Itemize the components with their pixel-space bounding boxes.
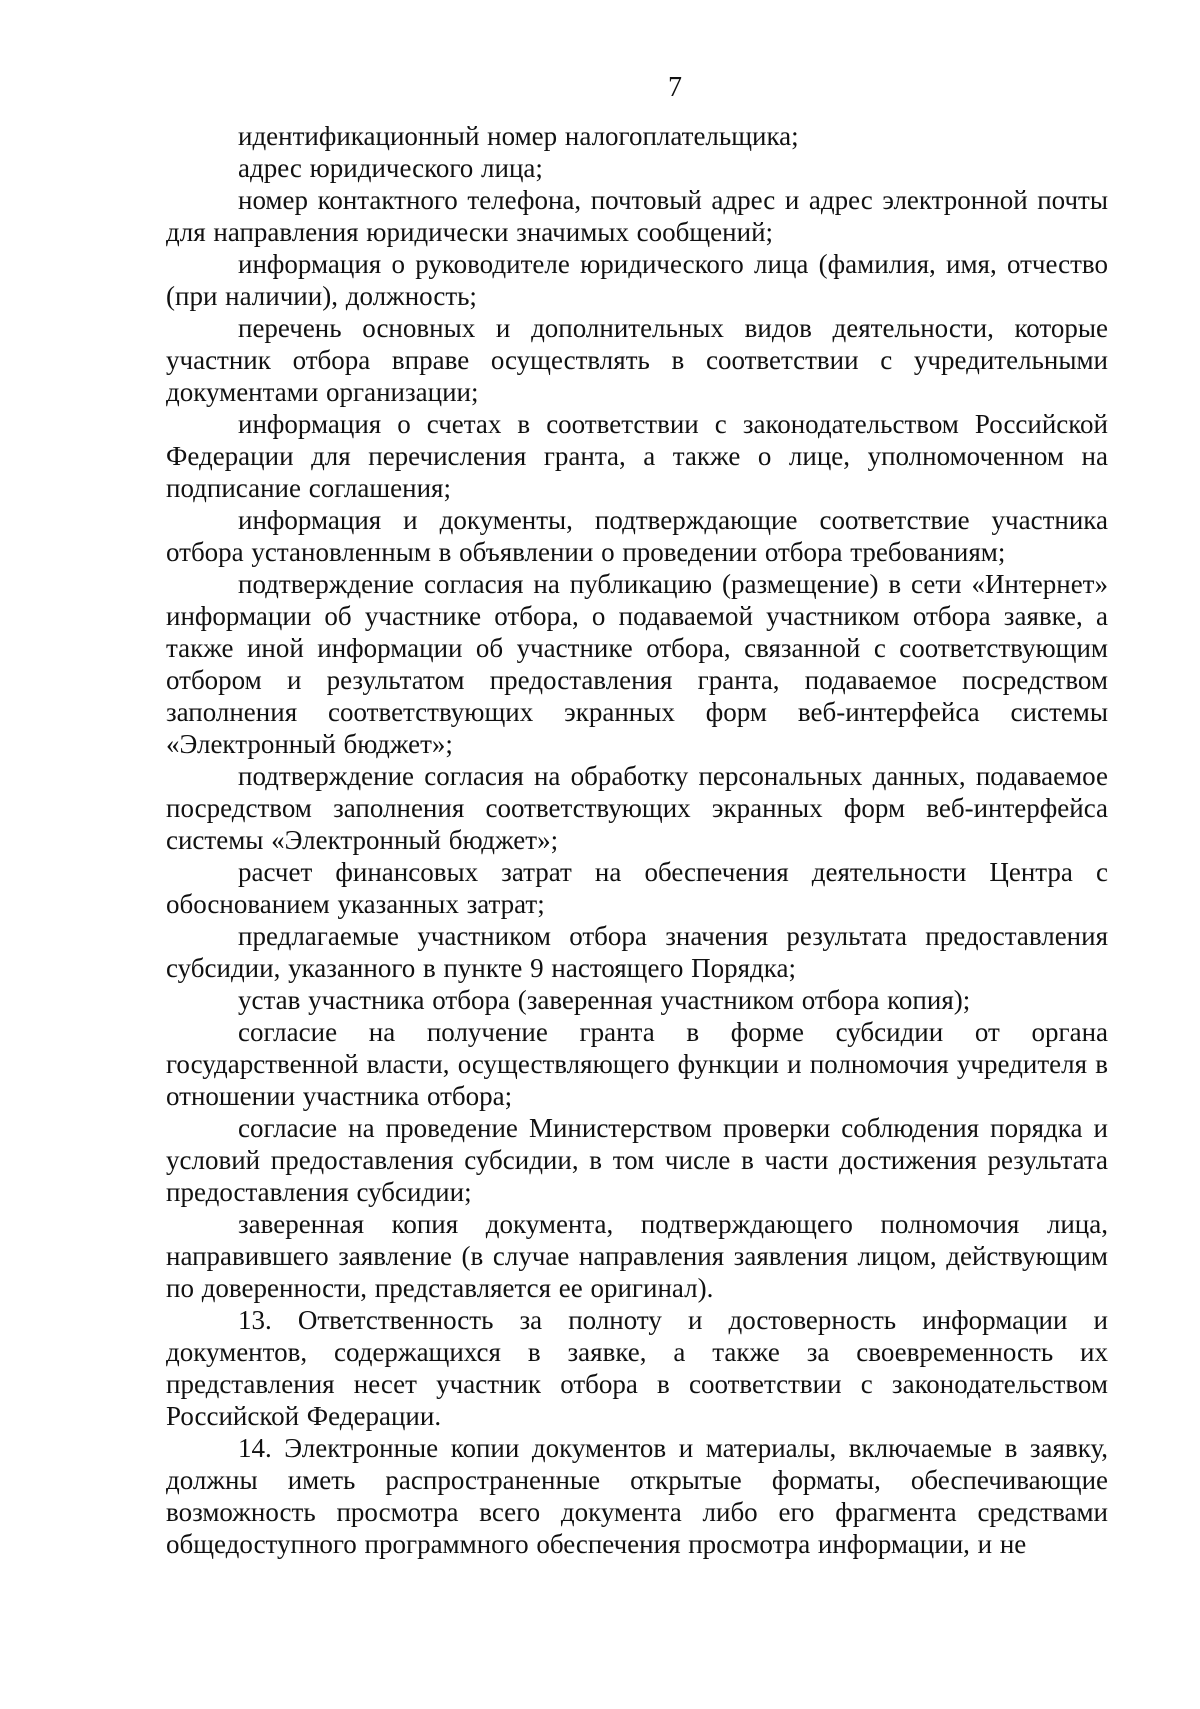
paragraph-legal-address: адрес юридического лица; bbox=[238, 153, 543, 183]
paragraph-charter: устав участника отбора (заверенная участником отбора копия); bbox=[238, 985, 971, 1015]
paragraph-publication-consent: подтверждение согласия на публикацию (размещение) в сети «Интернет» информации об участнике отбора, о подаваемой участником отбора заявке, а также иной информации об участнике отбора, связанной с соответствующим отбором и результатом предоставления гранта, подаваемое посредством заполнения соответствующих экранных форм веб-интерфейса системы «Электронный бюджет»; bbox=[166, 569, 1108, 759]
paragraph-cost-calculation: расчет финансовых затрат на обеспечения деятельности Центра с обоснованием указанных затрат; bbox=[166, 857, 1108, 919]
document-body bbox=[166, 120, 1108, 1560]
paragraph-accounts: информация о счетах в соответствии с законодательством Российской Федерации для перечисления гранта, а также о лице, уполномоченном на подписание соглашения; bbox=[166, 409, 1108, 503]
paragraph-authority-copy: заверенная копия документа, подтверждающего полномочия лица, направившего заявление (в случае направления заявления лицом, действующим по доверенности, представляется ее оригинал). bbox=[166, 1209, 1108, 1303]
paragraph-contacts: номер контактного телефона, почтовый адрес и адрес электронной почты для направления юридически значимых сообщений; bbox=[166, 185, 1108, 247]
paragraph-inspection-consent: согласие на проведение Министерством проверки соблюдения порядка и условий предоставления субсидии, в том числе в части достижения результата предоставления субсидии; bbox=[166, 1113, 1108, 1207]
paragraph-clause-14: 14. Электронные копии документов и материалы, включаемые в заявку, должны иметь распространенные открытые форматы, обеспечивающие возможность просмотра всего документа либо его фрагмента средствами общедоступного программного обеспечения просмотра информации, и не bbox=[166, 1433, 1108, 1559]
paragraph-compliance-docs: информация и документы, подтверждающие соответствие участника отбора установленным в объявлении о проведении отбора требованиям; bbox=[166, 505, 1108, 567]
page-number: 7 bbox=[668, 72, 682, 103]
paragraph-head-info: информация о руководителе юридического лица (фамилия, имя, отчество (при наличии), должность; bbox=[166, 249, 1108, 311]
paragraph-inn: идентификационный номер налогоплательщика; bbox=[238, 121, 799, 151]
paragraph-result-values: предлагаемые участником отбора значения результата предоставления субсидии, указанного в пункте 9 настоящего Порядка; bbox=[166, 921, 1108, 983]
paragraph-personal-data-consent: подтверждение согласия на обработку персональных данных, подаваемое посредством заполнения соответствующих экранных форм веб-интерфейса системы «Электронный бюджет»; bbox=[166, 761, 1108, 855]
paragraph-grant-consent: согласие на получение гранта в форме субсидии от органа государственной власти, осуществляющего функции и полномочия учредителя в отношении участника отбора; bbox=[166, 1017, 1108, 1111]
paragraph-clause-13: 13. Ответственность за полноту и достоверность информации и документов, содержащихся в заявке, а также за своевременность их представления несет участник отбора в соответствии с законодательством Российской Федерации. bbox=[166, 1305, 1108, 1431]
paragraph-activities: перечень основных и дополнительных видов деятельности, которые участник отбора вправе осуществлять в соответствии с учредительными документами организации; bbox=[166, 313, 1108, 407]
